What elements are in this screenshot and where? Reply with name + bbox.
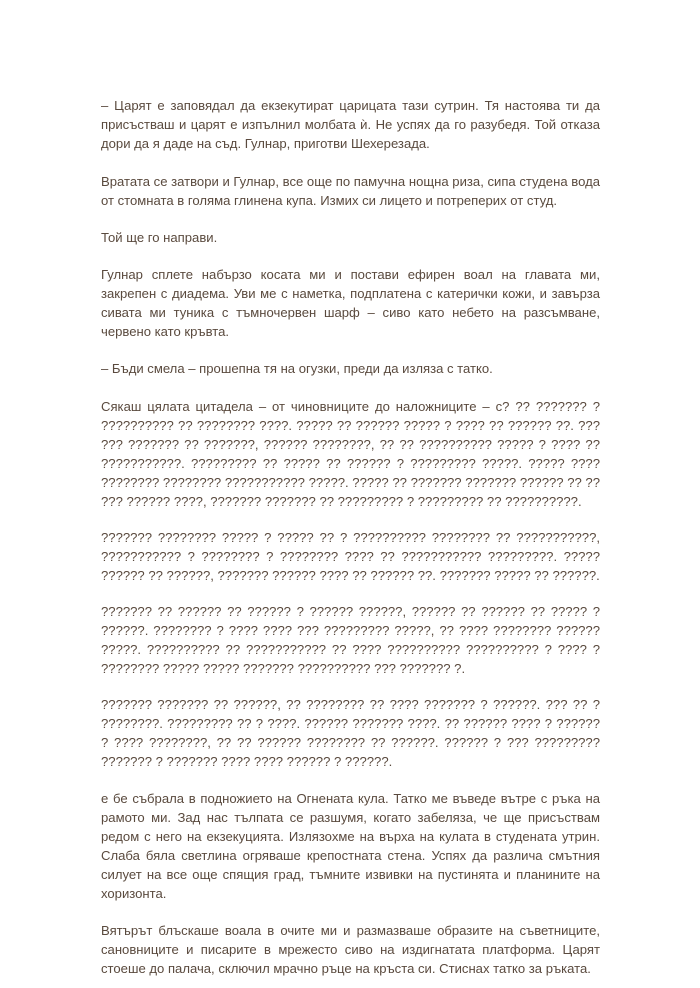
paragraph-fire-tower: е бе събрала в подножието на Огнената кула. Татко ме въведе вътре с ръка на рамото ми. Зад нас тълпата се разшумя, когато забеляза, че ще присъствам редом с него на екзекуцията. Излязохме на върха на кулата в студената утрин. Слаба бяла светлина огряваше крепостната стена. Успях да различа смътния силует на все още спящия град, тъмните извивки на пустинята и планините на хоризонта. <box>101 791 600 901</box>
paragraph-braided-hair: Гулнар сплете набързо косата ми и постави ефирен воал на главата ми, закрепен с диадема. Уви ме с наметка, подплатена с катерички кожи, и завърза сивата ми туника с тъмночервен шарф – сиво като небето на разсъмване, червено като кръвта. <box>101 267 600 339</box>
paragraph-king-order: – Царят е заповядал да екзекутират царицата тази сутрин. Тя настоява ти да присъстваш и царят е изпълнил молбата ѝ. Не успях да го разубедя. Той отказа дори да я даде на съд. Гулнар, приготви Шехерезада. <box>101 98 600 151</box>
paragraph-garbled-2: ??????? ???????? ????? ? ????? ?? ? ?????????? ???????? ?? ???????????, ??????????? ? ???????? ? ???????? ???? ?? ??????????? ?????????. ????? ?????? ?? ??????, ??????? ?????? ???? ?? ?????? ??. ??????? ????? ?? ??????. <box>101 530 600 583</box>
paragraph-he-will-do-it: Той ще го направи. <box>101 230 218 245</box>
paragraph-garbled-4: ??????? ??????? ?? ??????, ?? ???????? ?? ???? ??????? ? ??????. ??? ?? ? ????????. ????????? ?? ? ????. ?????? ??????? ????. ?? ?????? ???? ? ?????? ? ???? ????????, ?? ?? ?????? ???????? ?? ??????. ?????? ? ??? ????????? ??????? ? ??????? ???? ???? ?????? ? ??????. <box>101 697 600 769</box>
paragraph-be-brave: – Бъди смела – прошепна тя на огузки, преди да изляза с татко. <box>101 361 493 376</box>
paragraph-garbled-3: ??????? ?? ?????? ?? ?????? ? ?????? ??????, ?????? ?? ?????? ?? ????? ? ??????. ???????? ? ???? ???? ??? ????????? ?????, ?? ???? ???????? ?????? ?????. ?????????? ?? ??????????? ?? ???? ?????????? ?????????? ? ???? ? ???????? ????? ????? ??????? ?????????? ??? ??????? ?. <box>101 604 600 676</box>
paragraph-citadel-garbled: Сякаш цялата цитадела – от чиновниците до наложниците – с? ?? ??????? ? ?????????? ?? ???????? ????. ????? ?? ?????? ????? ? ???? ?? ?????? ??. ??? ??? ??????? ?? ???????, ?????? ????????, ?? ?? ?????????? ????? ? ???? ?? ???????????. ????????? ?? ????? ?? ?????? ? ????????? ?????. ????? ???? ???????? ???????? ??????????? ?????. ????? ?? ??????? ??????? ?????? ?? ?? ??? ?????? ????, ??????? ??????? ?? ????????? ? ????????? ?? ??????????. <box>101 399 600 509</box>
paragraph-wind-veil: Вятърът блъскаше воала в очите ми и размазваше образите на съветниците, сановниците и писарите в мрежесто сиво на издигнатата платформа. Царят стоеше до палача, сключил мрачно ръце на кръста си. Стиснах татко за ръката. <box>101 923 600 976</box>
paragraph-door-closed: Вратата се затвори и Гулнар, все още по памучна нощна риза, сипа студена вода от стомната в голяма глинена купа. Измих си лицето и потреперих от студ. <box>101 174 600 208</box>
